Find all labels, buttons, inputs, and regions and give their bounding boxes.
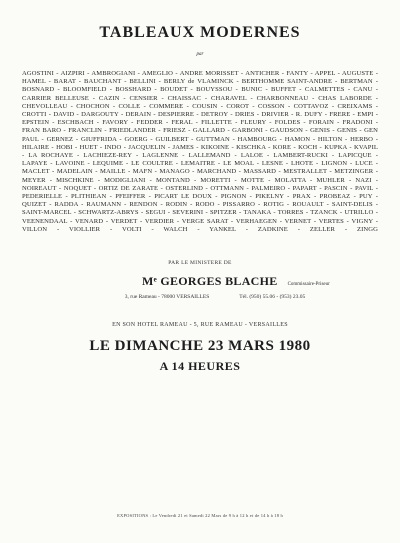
auctioneer-role: Commissaire-Priseur [287, 282, 330, 288]
sale-time: A 14 HEURES [159, 359, 241, 374]
sale-date: LE DIMANCHE 23 MARS 1980 [89, 338, 311, 355]
exposition-line: EXPOSITIONS : Le Vendredi 21 et Samedi 22 Mars de 9 h à 12 h et de 14 h à 18 h [117, 513, 283, 518]
auctioneer-address: 3, rue Rameau - 78000 VERSAILLES [124, 294, 210, 301]
ministry-line: PAR LE MINISTERE DE [168, 260, 232, 267]
artist-list: AGOSTINI - AIZPIRI - AMBROGIANI - AMEGLIO - ANDRE MORISSET - ANTICHER - FANTY - APPEL - AUGUSTE - HAMEL - BARAT - BAUCHANT - BELLINI - BERLY de VLAMINCK - BERTHOMME SAINT-ANDRE - BERTMAN - BOSNARD - BLOOMFIELD - BOSSHARD - BOUDET - BOUYSSOU - BUNIC - BUFFET - CALMETTES - CANU - CARRIER BELLEUSE - CAZIN - CENSIER - CHAISSAC - CHARAVEL - CHARBONNEAU - CHAS LABORDE - CHEVOLLEAU - CHOCHON - COLLE - COMMERE - COUSIN - COROT - COSSON - COTTAVOZ - CREIXAMS - CROTTI - DAVID - DARGOUTY - DERAIN - DESPIERRE - DETROY - DRIES - DRIVIER - R. DUFY - FRERE - EMPI - EPSTEIN - ESCHBACH - FAVORY - FEDDER - FERAL - FILLETTE - FLEURY - FOLDES - FORAIN - FRADONI - FRAN BARO - FRANCLIN - FRIEDLANDER - FRIESZ - GALLARD - GARBONI - GAUDSON - GENIS - GENIS - GEN PAUL - GERNEZ - GIUFFRIDA - GOERG - GUILBERT - GUTTMAN - HAMBOURG - HAMON - HILTON - HERBO - HILAIRE - HOBI - HUET - INDO - JACQUELIN - JAMES - KIKOINE - KISCHKA - KORE - KOCH - KUPKA - KVAPIL - LA ROCHAYE - LACHIEZE-REY - LAGLENNE - LALLEMAND - LALOE - LAMBERT-RUCKI - LAPICQUE - LAPAYE - LAVOINE - LEQUIME - LE COULTRE - LEMAITRE - LE MOAL - LESNE - LHOTE - LIGNON - LUCE - MACLET - MADELAIN - MAILLE - MAFN - MANAGO - MARCHAND - MASSARD - MESTRALLET - METZINGER - MEYER - MISCHKINE - MODIGLIANI - MONTAND - MORETTI - MOTTE - MOLATTA - MUHLER - NAZI - NOIREAUT - NOQUET - ORTIZ DE ZARATE - OSTERLIND - OTTMANN - PALMEIRO - PAPART - PASCIN - PAVIL - PEDERIELLE - PLITHIEAN - PFEIFFER - PICART LE DOUX - PIGNON - PIKELNY - PRAX - PROBEAZ - PUY - QUIZET - RADDA - RAUMANN - RENDON - RODIN - RODO - PISSARRO - ROTIG - ROUAULT - SAINT-DELIS - SAINT-MARCEL - SCHWARTZ-ABRYS - SEGUI - SEVERINI - SPITZER - TANAKA - TORRES - TZANCK - UTRILLO - VEENENDAAL - VENARD - VERDET - VERDIER - VERGE SARAT - VERHAEGEN - VERNET - VERTES - VIGNY - VILLON - VIOLLIER - VOLTI - WALCH - YANKEL - ZADKINE - ZELLER - ZINGG [22, 70, 378, 233]
catalog-title: TABLEAUX MODERNES [99, 24, 301, 41]
address-row [22, 294, 378, 300]
catalog-subtitle: par [196, 52, 204, 57]
auctioneer-row [22, 274, 378, 289]
auctioneer-name: Mᵉ GEORGES BLACHE [142, 274, 278, 289]
auctioneer-phone: Tél. (950) 55.06 - (953) 23.05 [239, 294, 306, 301]
venue-line: EN SON HOTEL RAMEAU - 5, RUE RAMEAU - VERSAILLES [112, 322, 288, 329]
